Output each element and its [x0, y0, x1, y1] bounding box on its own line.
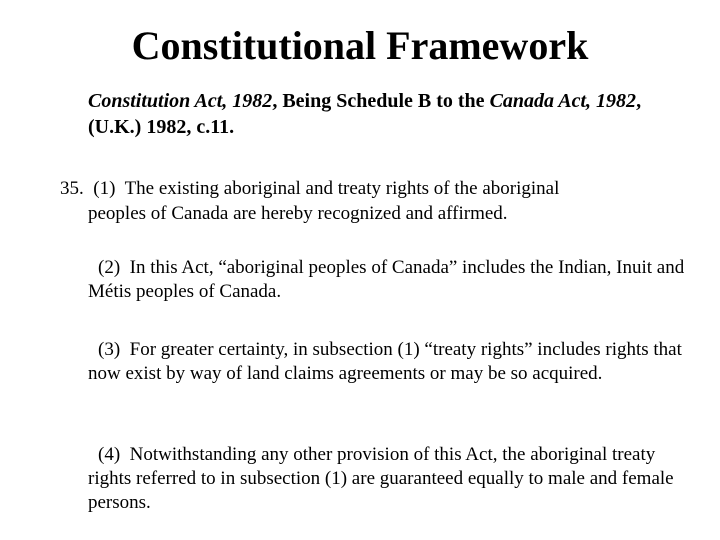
subsection-3: [88, 338, 688, 386]
subsection-3-text: For greater certainty, in subsection (1) “treaty rights” includes rights that now exist by way of land claims agreements or may be so acquired.: [88, 339, 682, 384]
subsection-1-marker: (1): [93, 178, 116, 199]
subsection-3-marker: (3): [98, 339, 121, 360]
subsection-4-marker: (4): [98, 444, 121, 465]
subsection-2-marker: (2): [98, 257, 121, 278]
subsection-1-text-line-2: peoples of Canada are hereby recognized and affirmed.: [88, 203, 508, 224]
section-35-line-1: [60, 176, 700, 201]
subsection-4-text: Notwithstanding any other provision of this Act, the aboriginal treaty rights referred to in subsection (1) are guaranteed equally to male and female persons.: [88, 444, 674, 513]
citation-text-1: , Being Schedule B to the: [272, 90, 490, 112]
section-number: 35.: [60, 178, 84, 199]
subsection-2-text: In this Act, “aboriginal peoples of Canada” includes the Indian, Inuit and Métis peoples of Canada.: [88, 257, 685, 302]
citation-text-2: , (U.K.) 1982, c.11.: [88, 90, 642, 138]
slide-title: Constitutional Framework: [131, 23, 589, 68]
subsection-4: [88, 443, 688, 515]
subsection-2: [88, 256, 688, 304]
citation-act-name: Constitution Act, 1982: [88, 90, 273, 112]
section-35-subsection-1: [60, 176, 700, 226]
statute-citation: [88, 88, 688, 140]
subsection-1-text-line-1: The existing aboriginal and treaty rights of the aboriginal: [124, 178, 560, 199]
citation-canada-act: Canada Act, 1982: [489, 90, 637, 112]
